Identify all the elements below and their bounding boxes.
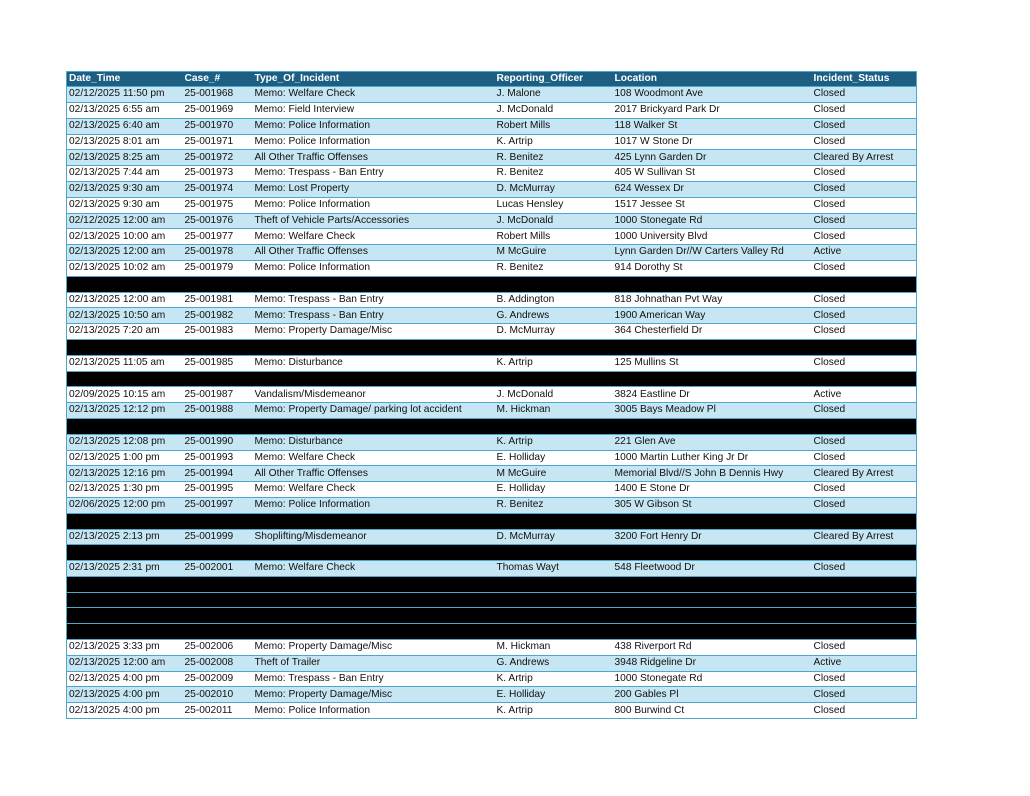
cell-case-number: 25-001971 (183, 134, 253, 150)
cell-case-number: 25-002008 (183, 655, 253, 671)
cell-incident-status: Closed (812, 87, 917, 103)
table-row (67, 466, 917, 482)
redacted-cell (812, 592, 917, 608)
redacted-cell (67, 624, 183, 640)
cell-location: 108 Woodmont Ave (613, 87, 812, 103)
redacted-row (67, 545, 917, 561)
incident-log-table (66, 71, 917, 719)
redacted-cell (183, 576, 253, 592)
redacted-cell (253, 513, 495, 529)
cell-type-of-incident: Memo: Police Information (253, 134, 495, 150)
cell-location: 3948 Ridgeline Dr (613, 655, 812, 671)
cell-type-of-incident: Memo: Lost Property (253, 181, 495, 197)
table-row (67, 150, 917, 166)
redacted-cell (812, 624, 917, 640)
table-row (67, 640, 917, 656)
cell-type-of-incident: Memo: Trespass - Ban Entry (253, 308, 495, 324)
table-row (67, 403, 917, 419)
cell-location: 624 Wessex Dr (613, 181, 812, 197)
table-row (67, 450, 917, 466)
redacted-cell (253, 545, 495, 561)
cell-type-of-incident: All Other Traffic Offenses (253, 150, 495, 166)
cell-incident-status: Cleared By Arrest (812, 466, 917, 482)
cell-case-number: 25-001970 (183, 118, 253, 134)
cell-incident-status: Active (812, 245, 917, 261)
redacted-cell (67, 276, 183, 292)
cell-incident-status: Closed (812, 260, 917, 276)
column-header-type-of-incident: Type_Of_Incident (253, 72, 495, 87)
cell-incident-status: Closed (812, 292, 917, 308)
cell-reporting-officer: D. McMurray (495, 529, 613, 545)
cell-case-number: 25-002010 (183, 687, 253, 703)
cell-reporting-officer: B. Addington (495, 292, 613, 308)
redacted-cell (253, 371, 495, 387)
cell-date-time: 02/13/2025 4:00 pm (67, 671, 183, 687)
cell-case-number: 25-001969 (183, 102, 253, 118)
cell-incident-status: Closed (812, 324, 917, 340)
cell-incident-status: Active (812, 655, 917, 671)
cell-reporting-officer: D. McMurray (495, 324, 613, 340)
cell-type-of-incident: Memo: Trespass - Ban Entry (253, 292, 495, 308)
cell-location: 438 Riverport Rd (613, 640, 812, 656)
cell-location: 2017 Brickyard Park Dr (613, 102, 812, 118)
cell-type-of-incident: Memo: Property Damage/Misc (253, 324, 495, 340)
cell-reporting-officer: J. Malone (495, 87, 613, 103)
redacted-cell (183, 624, 253, 640)
cell-case-number: 25-001994 (183, 466, 253, 482)
cell-location: 914 Dorothy St (613, 260, 812, 276)
cell-case-number: 25-002006 (183, 640, 253, 656)
cell-type-of-incident: Memo: Welfare Check (253, 229, 495, 245)
cell-date-time: 02/13/2025 4:00 pm (67, 687, 183, 703)
cell-location: 221 Glen Ave (613, 434, 812, 450)
cell-reporting-officer: M. Hickman (495, 640, 613, 656)
redacted-cell (67, 592, 183, 608)
cell-incident-status: Closed (812, 497, 917, 513)
redacted-cell (495, 371, 613, 387)
cell-location: 1000 Stonegate Rd (613, 213, 812, 229)
cell-date-time: 02/13/2025 4:00 pm (67, 703, 183, 719)
redacted-cell (613, 624, 812, 640)
cell-case-number: 25-001993 (183, 450, 253, 466)
table-row (67, 134, 917, 150)
redacted-cell (253, 339, 495, 355)
table-row (67, 118, 917, 134)
cell-date-time: 02/13/2025 11:05 am (67, 355, 183, 371)
redacted-cell (495, 276, 613, 292)
redacted-cell (613, 371, 812, 387)
table-row (67, 561, 917, 577)
cell-type-of-incident: Memo: Police Information (253, 703, 495, 719)
cell-case-number: 25-001982 (183, 308, 253, 324)
table-row (67, 292, 917, 308)
table-row (67, 482, 917, 498)
cell-type-of-incident: Memo: Welfare Check (253, 87, 495, 103)
cell-case-number: 25-001981 (183, 292, 253, 308)
cell-incident-status: Closed (812, 166, 917, 182)
redacted-row (67, 592, 917, 608)
redacted-cell (183, 513, 253, 529)
cell-date-time: 02/13/2025 10:00 am (67, 229, 183, 245)
cell-reporting-officer: M McGuire (495, 466, 613, 482)
cell-case-number: 25-001976 (183, 213, 253, 229)
header-row (67, 72, 917, 87)
cell-reporting-officer: M. Hickman (495, 403, 613, 419)
table-row (67, 687, 917, 703)
redacted-cell (253, 592, 495, 608)
cell-type-of-incident: Theft of Trailer (253, 655, 495, 671)
cell-date-time: 02/13/2025 12:08 pm (67, 434, 183, 450)
redacted-cell (495, 608, 613, 624)
cell-case-number: 25-001988 (183, 403, 253, 419)
table-row (67, 434, 917, 450)
redacted-cell (67, 545, 183, 561)
table-row (67, 703, 917, 719)
redacted-cell (495, 592, 613, 608)
cell-location: 118 Walker St (613, 118, 812, 134)
table-row (67, 197, 917, 213)
cell-case-number: 25-001968 (183, 87, 253, 103)
cell-reporting-officer: R. Benitez (495, 150, 613, 166)
cell-type-of-incident: All Other Traffic Offenses (253, 466, 495, 482)
table-row (67, 497, 917, 513)
table-row (67, 671, 917, 687)
cell-location: 1517 Jessee St (613, 197, 812, 213)
cell-date-time: 02/13/2025 9:30 am (67, 181, 183, 197)
cell-case-number: 25-001974 (183, 181, 253, 197)
redacted-cell (183, 371, 253, 387)
cell-incident-status: Closed (812, 561, 917, 577)
cell-location: 548 Fleetwood Dr (613, 561, 812, 577)
redacted-cell (67, 576, 183, 592)
cell-location: 1017 W Stone Dr (613, 134, 812, 150)
cell-reporting-officer: K. Artrip (495, 434, 613, 450)
redacted-row (67, 276, 917, 292)
cell-date-time: 02/13/2025 9:30 am (67, 197, 183, 213)
redacted-cell (812, 418, 917, 434)
cell-incident-status: Closed (812, 450, 917, 466)
cell-case-number: 25-001978 (183, 245, 253, 261)
cell-type-of-incident: Memo: Property Damage/Misc (253, 640, 495, 656)
cell-location: 200 Gables Pl (613, 687, 812, 703)
cell-location: Memorial Blvd//S John B Dennis Hwy (613, 466, 812, 482)
cell-date-time: 02/13/2025 6:40 am (67, 118, 183, 134)
cell-case-number: 25-001972 (183, 150, 253, 166)
cell-date-time: 02/13/2025 12:16 pm (67, 466, 183, 482)
redacted-cell (183, 418, 253, 434)
redacted-cell (495, 513, 613, 529)
cell-type-of-incident: Memo: Trespass - Ban Entry (253, 671, 495, 687)
redacted-cell (183, 545, 253, 561)
cell-date-time: 02/13/2025 3:33 pm (67, 640, 183, 656)
cell-incident-status: Closed (812, 102, 917, 118)
redacted-cell (495, 576, 613, 592)
cell-type-of-incident: Memo: Welfare Check (253, 482, 495, 498)
cell-case-number: 25-001990 (183, 434, 253, 450)
cell-incident-status: Closed (812, 703, 917, 719)
redacted-cell (67, 371, 183, 387)
cell-reporting-officer: G. Andrews (495, 308, 613, 324)
cell-date-time: 02/06/2025 12:00 pm (67, 497, 183, 513)
cell-reporting-officer: K. Artrip (495, 134, 613, 150)
cell-date-time: 02/13/2025 2:13 pm (67, 529, 183, 545)
cell-type-of-incident: Vandalism/Misdemeanor (253, 387, 495, 403)
redacted-cell (495, 545, 613, 561)
redacted-cell (67, 513, 183, 529)
cell-incident-status: Closed (812, 355, 917, 371)
table-body (67, 87, 917, 719)
cell-date-time: 02/13/2025 1:30 pm (67, 482, 183, 498)
cell-reporting-officer: R. Benitez (495, 166, 613, 182)
redacted-row (67, 513, 917, 529)
cell-location: 364 Chesterfield Dr (613, 324, 812, 340)
cell-type-of-incident: Memo: Police Information (253, 497, 495, 513)
cell-incident-status: Closed (812, 229, 917, 245)
cell-location: 425 Lynn Garden Dr (613, 150, 812, 166)
cell-location: 1000 Martin Luther King Jr Dr (613, 450, 812, 466)
cell-date-time: 02/09/2025 10:15 am (67, 387, 183, 403)
redacted-cell (812, 576, 917, 592)
cell-type-of-incident: Memo: Disturbance (253, 434, 495, 450)
cell-reporting-officer: E. Holliday (495, 482, 613, 498)
cell-location: 1900 American Way (613, 308, 812, 324)
redacted-cell (812, 276, 917, 292)
cell-reporting-officer: K. Artrip (495, 671, 613, 687)
table-row (67, 102, 917, 118)
cell-date-time: 02/12/2025 11:50 pm (67, 87, 183, 103)
cell-date-time: 02/13/2025 10:50 am (67, 308, 183, 324)
cell-reporting-officer: R. Benitez (495, 260, 613, 276)
redacted-cell (812, 545, 917, 561)
cell-location: 800 Burwind Ct (613, 703, 812, 719)
redacted-row (67, 339, 917, 355)
table-row (67, 529, 917, 545)
cell-reporting-officer: M McGuire (495, 245, 613, 261)
cell-reporting-officer: D. McMurray (495, 181, 613, 197)
redacted-row (67, 371, 917, 387)
cell-case-number: 25-002001 (183, 561, 253, 577)
cell-date-time: 02/13/2025 7:20 am (67, 324, 183, 340)
cell-date-time: 02/13/2025 10:02 am (67, 260, 183, 276)
cell-location: Lynn Garden Dr//W Carters Valley Rd (613, 245, 812, 261)
cell-case-number: 25-001997 (183, 497, 253, 513)
cell-type-of-incident: Shoplifting/Misdemeanor (253, 529, 495, 545)
redacted-cell (613, 592, 812, 608)
redacted-row (67, 608, 917, 624)
cell-incident-status: Closed (812, 434, 917, 450)
cell-type-of-incident: Memo: Welfare Check (253, 561, 495, 577)
cell-location: 125 Mullins St (613, 355, 812, 371)
table-header (67, 72, 917, 87)
redacted-cell (67, 339, 183, 355)
cell-date-time: 02/13/2025 2:31 pm (67, 561, 183, 577)
cell-incident-status: Closed (812, 671, 917, 687)
redacted-cell (183, 592, 253, 608)
cell-date-time: 02/13/2025 12:00 am (67, 655, 183, 671)
column-header-reporting-officer: Reporting_Officer (495, 72, 613, 87)
cell-reporting-officer: E. Holliday (495, 450, 613, 466)
redacted-cell (613, 339, 812, 355)
cell-incident-status: Active (812, 387, 917, 403)
table-row (67, 324, 917, 340)
redacted-cell (67, 418, 183, 434)
cell-reporting-officer: G. Andrews (495, 655, 613, 671)
cell-type-of-incident: Memo: Police Information (253, 197, 495, 213)
cell-date-time: 02/13/2025 1:00 pm (67, 450, 183, 466)
cell-reporting-officer: Lucas Hensley (495, 197, 613, 213)
cell-case-number: 25-001999 (183, 529, 253, 545)
cell-date-time: 02/12/2025 12:00 am (67, 213, 183, 229)
cell-date-time: 02/13/2025 8:25 am (67, 150, 183, 166)
cell-location: 405 W Sullivan St (613, 166, 812, 182)
cell-type-of-incident: Memo: Trespass - Ban Entry (253, 166, 495, 182)
cell-incident-status: Closed (812, 134, 917, 150)
redacted-cell (812, 371, 917, 387)
table-row (67, 260, 917, 276)
redacted-cell (812, 513, 917, 529)
cell-location: 3200 Fort Henry Dr (613, 529, 812, 545)
cell-case-number: 25-001995 (183, 482, 253, 498)
cell-case-number: 25-001985 (183, 355, 253, 371)
cell-reporting-officer: Robert Mills (495, 229, 613, 245)
cell-date-time: 02/13/2025 6:55 am (67, 102, 183, 118)
cell-case-number: 25-001987 (183, 387, 253, 403)
cell-reporting-officer: J. McDonald (495, 213, 613, 229)
redacted-cell (253, 276, 495, 292)
cell-reporting-officer: Thomas Wayt (495, 561, 613, 577)
cell-date-time: 02/13/2025 12:00 am (67, 292, 183, 308)
redacted-cell (613, 418, 812, 434)
column-header-location: Location (613, 72, 812, 87)
table-row (67, 213, 917, 229)
cell-case-number: 25-001975 (183, 197, 253, 213)
redacted-row (67, 576, 917, 592)
cell-reporting-officer: K. Artrip (495, 703, 613, 719)
table-row (67, 245, 917, 261)
table-row (67, 387, 917, 403)
table-row (67, 308, 917, 324)
redacted-row (67, 624, 917, 640)
cell-incident-status: Closed (812, 482, 917, 498)
cell-type-of-incident: Memo: Property Damage/ parking lot accident (253, 403, 495, 419)
cell-incident-status: Closed (812, 118, 917, 134)
cell-incident-status: Closed (812, 403, 917, 419)
cell-case-number: 25-001977 (183, 229, 253, 245)
cell-date-time: 02/13/2025 8:01 am (67, 134, 183, 150)
table-row (67, 355, 917, 371)
cell-location: 305 W Gibson St (613, 497, 812, 513)
column-header-date-time: Date_Time (67, 72, 183, 87)
redacted-cell (495, 339, 613, 355)
cell-date-time: 02/13/2025 12:00 am (67, 245, 183, 261)
redacted-cell (812, 339, 917, 355)
cell-incident-status: Closed (812, 181, 917, 197)
cell-case-number: 25-001973 (183, 166, 253, 182)
redacted-cell (67, 608, 183, 624)
cell-reporting-officer: K. Artrip (495, 355, 613, 371)
redacted-cell (495, 418, 613, 434)
cell-date-time: 02/13/2025 12:12 pm (67, 403, 183, 419)
redacted-cell (253, 576, 495, 592)
redacted-cell (183, 276, 253, 292)
table-row (67, 166, 917, 182)
cell-case-number: 25-002011 (183, 703, 253, 719)
redacted-cell (812, 608, 917, 624)
cell-location: 818 Johnathan Pvt Way (613, 292, 812, 308)
cell-location: 1000 University Blvd (613, 229, 812, 245)
cell-reporting-officer: Robert Mills (495, 118, 613, 134)
cell-type-of-incident: Memo: Field Interview (253, 102, 495, 118)
cell-type-of-incident: Memo: Police Information (253, 118, 495, 134)
redacted-cell (253, 418, 495, 434)
cell-incident-status: Closed (812, 308, 917, 324)
cell-incident-status: Cleared By Arrest (812, 150, 917, 166)
column-header-case-number: Case_# (183, 72, 253, 87)
redacted-cell (613, 513, 812, 529)
redacted-cell (253, 624, 495, 640)
cell-reporting-officer: E. Holliday (495, 687, 613, 703)
cell-location: 1400 E Stone Dr (613, 482, 812, 498)
cell-incident-status: Closed (812, 197, 917, 213)
cell-type-of-incident: All Other Traffic Offenses (253, 245, 495, 261)
redacted-cell (183, 608, 253, 624)
cell-location: 3005 Bays Meadow Pl (613, 403, 812, 419)
cell-incident-status: Cleared By Arrest (812, 529, 917, 545)
cell-type-of-incident: Memo: Welfare Check (253, 450, 495, 466)
cell-type-of-incident: Memo: Disturbance (253, 355, 495, 371)
redacted-cell (613, 576, 812, 592)
cell-reporting-officer: J. McDonald (495, 102, 613, 118)
table-row (67, 181, 917, 197)
cell-location: 3824 Eastline Dr (613, 387, 812, 403)
cell-incident-status: Closed (812, 640, 917, 656)
cell-case-number: 25-001983 (183, 324, 253, 340)
table-row (67, 229, 917, 245)
redacted-cell (613, 276, 812, 292)
cell-reporting-officer: R. Benitez (495, 497, 613, 513)
redacted-cell (613, 545, 812, 561)
table-row (67, 87, 917, 103)
cell-date-time: 02/13/2025 7:44 am (67, 166, 183, 182)
cell-incident-status: Closed (812, 687, 917, 703)
redacted-cell (613, 608, 812, 624)
column-header-incident-status: Incident_Status (812, 72, 917, 87)
redacted-cell (183, 339, 253, 355)
cell-case-number: 25-002009 (183, 671, 253, 687)
cell-reporting-officer: J. McDonald (495, 387, 613, 403)
redacted-row (67, 418, 917, 434)
cell-type-of-incident: Theft of Vehicle Parts/Accessories (253, 213, 495, 229)
cell-location: 1000 Stonegate Rd (613, 671, 812, 687)
cell-case-number: 25-001979 (183, 260, 253, 276)
cell-incident-status: Closed (812, 213, 917, 229)
table-row (67, 655, 917, 671)
redacted-cell (495, 624, 613, 640)
cell-type-of-incident: Memo: Property Damage/Misc (253, 687, 495, 703)
redacted-cell (253, 608, 495, 624)
cell-type-of-incident: Memo: Police Information (253, 260, 495, 276)
